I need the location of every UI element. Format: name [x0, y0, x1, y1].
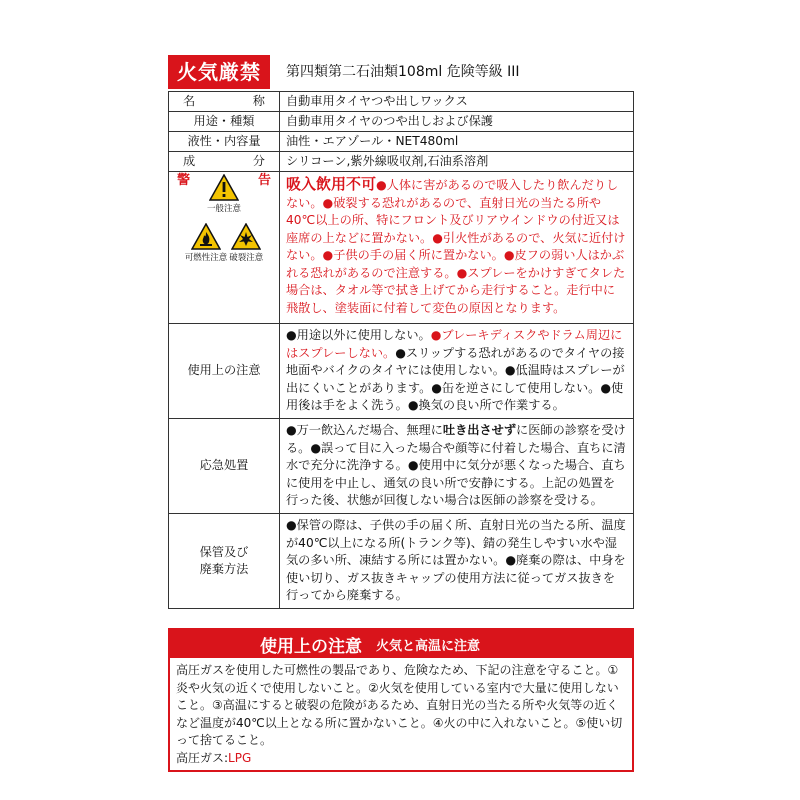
- firstaid-text-2: に医師の診察を受ける。●誤って目に入った場合や顔等に付着した場合、直ちに清水で充分に洗浄する。●使用中に気分が悪くなった場合、直ちに使用を中止し、通気の良い所で安静にする。上記の処置を行った後、状態が回復しない場合は医師の診察を受ける。: [286, 423, 626, 508]
- name-value: 自動車用タイヤつや出しワックス: [280, 92, 634, 112]
- usage-caution-title: 使用上の注意: [260, 636, 362, 657]
- storage-text: ●保管の際は、子供の手の届く所、直射日光の当たる所、温度が40℃以上になる所(トランク等)、錆の発生しやすい水や湿気の多い所、凍結する所には置かない。●廃棄の際は、中身を使い切り、ガス抜きキャップの使用方法に従ってガス抜きを行ってから廃棄する。: [280, 514, 634, 609]
- general-caution-icon: [209, 174, 239, 201]
- warning-label-right: 告: [257, 173, 271, 188]
- spec-row-use: [169, 112, 634, 132]
- use-value: 自動車用タイヤのつや出しおよび保護: [280, 112, 634, 132]
- caution-label: 使用上の注意: [169, 324, 280, 419]
- hazard-classification: 第四類第二石油類108ml 危険等級 III: [286, 64, 520, 80]
- usage-caution-header: [170, 630, 632, 658]
- hazard-icons: [169, 223, 279, 268]
- firstaid-text-1: ●万一飲込んだ場合、無理に: [286, 423, 443, 438]
- spec-table: [168, 91, 634, 609]
- caution-text-cell: [280, 324, 634, 419]
- firstaid-text-bold: 吐き出させず: [442, 423, 517, 438]
- warning-label: [169, 172, 279, 201]
- fire-prohibited-badge: 火気厳禁: [168, 55, 270, 89]
- name-label: 名 称: [169, 92, 280, 112]
- usage-caution-box: [168, 628, 634, 772]
- warning-headline: 吸入飲用不可: [286, 175, 377, 193]
- general-caution-caption: 一般注意: [206, 204, 241, 214]
- warning-label-left: 警: [177, 173, 191, 188]
- spec-row-property: [169, 132, 634, 152]
- burst-caption: 破裂注意: [229, 252, 264, 263]
- caution-text-1: ●用途以外に使用しない。: [286, 328, 431, 343]
- caution-text-brake: ●ブレーキディスクやドラム周辺にはスプレーしない。: [286, 328, 623, 360]
- gas-label: 高圧ガス:: [176, 750, 229, 765]
- warning-text-cell: [280, 172, 634, 324]
- usage-caution-subtitle: 火気と高温に注意: [376, 638, 481, 654]
- storage-label: [169, 514, 280, 609]
- flammable-caption: 可燃性注意: [184, 252, 228, 263]
- gas-value: LPG: [228, 750, 252, 765]
- usage-caution-text: 高圧ガスを使用した可燃性の製品であり、危険なため、下記の注意を守ること。①炎や火気の近くで使用しないこと。②火気を使用している室内で大量に使用しないこと。③高温にすると破裂の危険があるため、直射日光の当たる所や火気等の近くなど温度が40℃以上となる所に置かないこと。④火の中に入れないこと。⑤使い切って捨てること。: [176, 663, 623, 747]
- warning-row: [169, 172, 634, 324]
- spec-row-name: [169, 92, 634, 112]
- burst-group: [229, 223, 263, 268]
- caution-row: [169, 324, 634, 419]
- flammable-group: [185, 223, 228, 268]
- property-label: 液性・内容量: [169, 132, 280, 152]
- storage-row: [169, 514, 634, 609]
- explosion-icon: [231, 223, 261, 250]
- component-label: 成 分: [169, 152, 280, 172]
- firstaid-row: [169, 419, 634, 514]
- component-value: シリコーン,紫外線吸収剤,石油系溶剤: [280, 152, 634, 172]
- header: [168, 55, 638, 89]
- warning-label-cell: [169, 172, 280, 324]
- caution-text-2: ●スリップする恐れがあるのでタイヤの接地面やバイクのタイヤには使用しない。●低温時はスプレーが出にくいことがあります。●缶を逆さにして使用しない。●使用後は手をよく洗う。●換気の良い所で作業する。: [286, 345, 625, 413]
- firstaid-text-cell: [280, 419, 634, 514]
- storage-label-line2: 廃棄方法: [199, 562, 249, 576]
- property-value: 油性・エアゾール・NET480ml: [280, 132, 634, 152]
- flame-icon: [191, 223, 221, 250]
- firstaid-label: 応急処置: [169, 419, 280, 514]
- warning-text: ●人体に害があるので吸入したり飲んだりしない。●破裂する恐れがあるので、直射日光の当たる所や40℃以上の所、特にフロント及びリアウインドウの付近又は座席の上などに置かない。●引火性があるので、火気に近付けない。●子供の手の届く所に置かない。●皮フの弱い人はかぶれる恐れがあるので注意する。●スプレーをかけすぎてタレた場合は、タオル等で拭き上げてから走行すること。走行中に飛散し、塗装面に付着して変色の原因となります。: [286, 178, 626, 315]
- use-label: 用途・種類: [169, 112, 280, 132]
- spec-row-component: [169, 152, 634, 172]
- storage-label-line1: 保管及び: [199, 544, 249, 559]
- usage-caution-body: [170, 658, 632, 767]
